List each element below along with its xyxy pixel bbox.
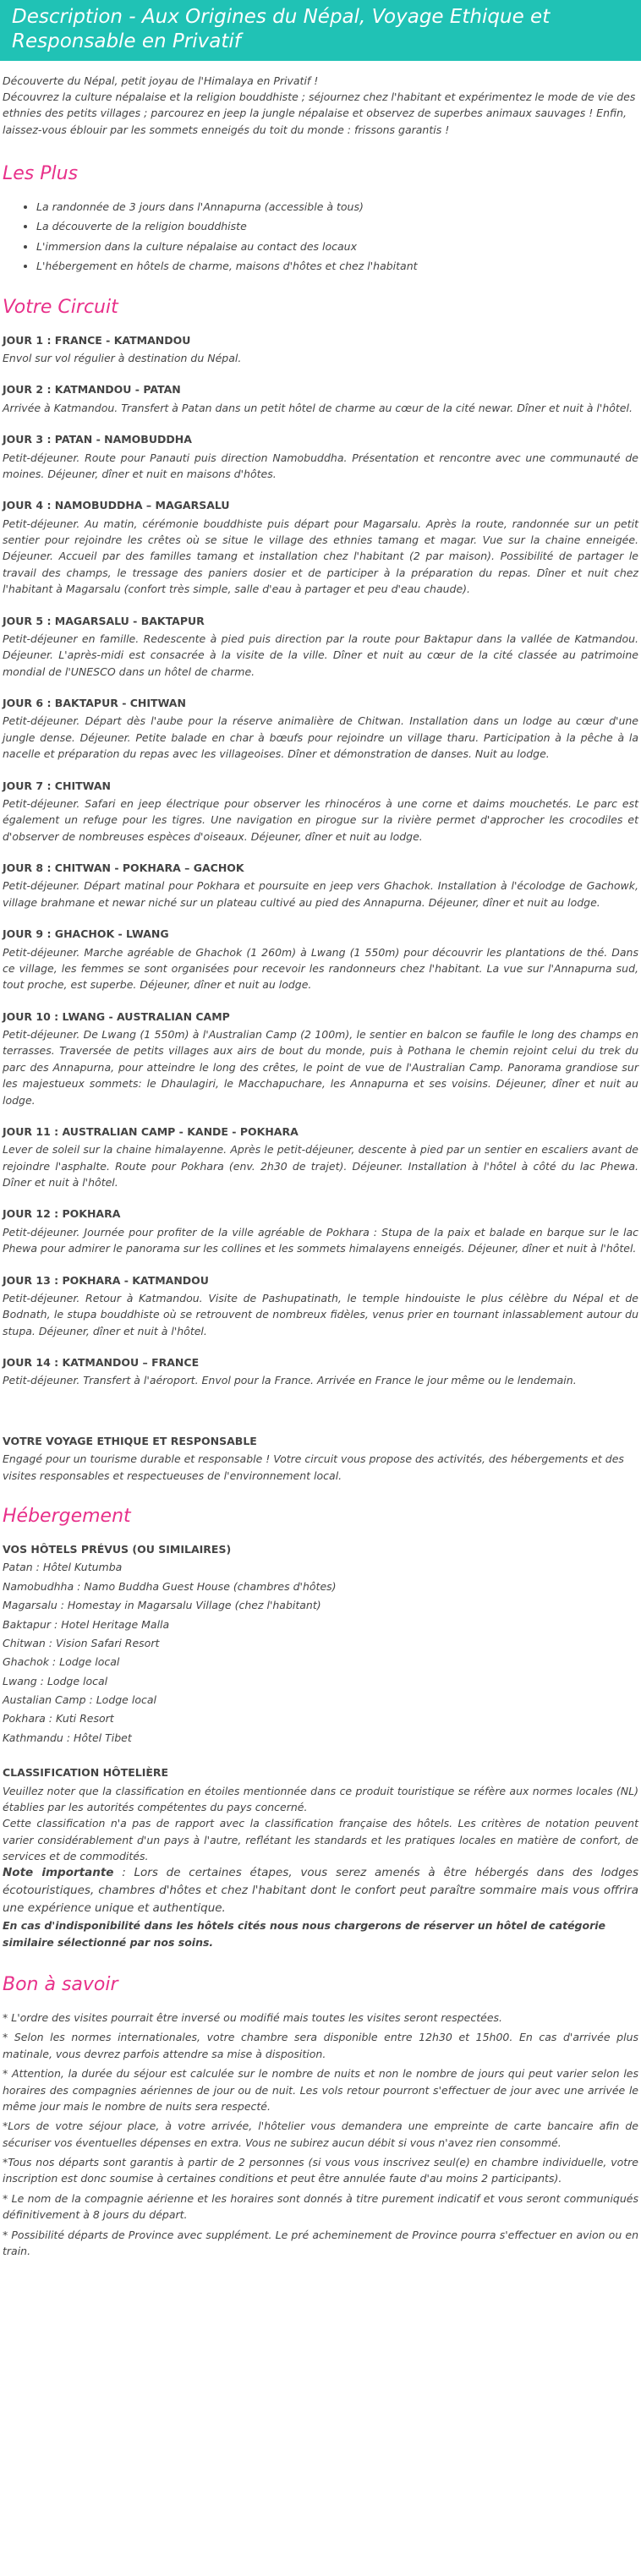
day-description: Arrivée à Katmandou. Transfert à Patan dans un petit hôtel de charme au cœur de la cité newar. Dîner et nuit à l'hôtel.: [3, 401, 633, 414]
hotels-title: VOS HÔTELS PRÉVUS (OU SIMILAIRES): [3, 1543, 232, 1556]
intro-line: Découverte du Népal, petit joyau de l'Himalaya en Privatif !: [3, 74, 319, 87]
hotel-item: Kathmandu : Hôtel Tibet: [3, 1731, 132, 1744]
day-block: [3, 778, 638, 845]
day-title: JOUR 7 : CHITWAN: [3, 779, 111, 792]
day-description: Petit-déjeuner. Route pour Panauti puis direction Namobuddha. Présentation et rencontre avec une communauté de moines. Déjeuner, dîner et nuit en maisons d'hôtes.: [3, 451, 638, 480]
day-description: Petit-déjeuner. Safari en jeep électrique pour observer les rhinocéros à une corne et daims mouchetés. Le parc est également un refuge pour les tigres. Une navigation en pirogue sur la rivière permet d'approcher les crocodiles et d'observer de nombreuses espèces d'oiseaux. Déjeuner, dîner et nuit au lodge.: [3, 796, 638, 843]
day-block: [3, 431, 638, 482]
day-description: Lever de soleil sur la chaine himalayenne. Après le petit-déjeuner, descente à pied par un sentier en escaliers avant de rejoindre l'asphalte. Route pour Pokhara (env. 2h30 de trajet). Déjeuner. Installation à l'hôtel à côté du lac Phewa. Dîner et nuit à l'hôtel.: [3, 1143, 638, 1190]
day-block: [3, 860, 638, 911]
day-title: JOUR 14 : KATMANDOU – FRANCE: [3, 1356, 200, 1370]
hotel-item: Chitwan : Vision Safari Resort: [3, 1636, 160, 1649]
day-title: JOUR 3 : PATAN - NAMOBUDDHA: [3, 433, 192, 446]
day-title: JOUR 4 : NAMOBUDDHA – MAGARSALU: [3, 499, 230, 512]
day-description: Petit-déjeuner. Départ dès l'aube pour la réserve animalière de Chitwan. Installation dans un lodge au cœur d'une jungle dense. Déjeuner. Petite balade en char à bœufs pour rejoindre un village tharu. Participation à la pêche à la nacelle et préparation du repas avec les villageoises. Dîner et démonstration de danses. Nuit au lodge.: [3, 714, 638, 761]
day-description: Petit-déjeuner. Transfert à l'aéroport. Envol pour la France. Arrivée en France le jour même ou le lendemain.: [3, 1374, 577, 1387]
bon-a-savoir-item: * Selon les normes internationales, votre chambre sera disponible entre 12h30 et 15h00. En cas d'arrivée plus matinale, vous devrez parfois attendre sa mise à disposition.: [3, 2031, 638, 2060]
bon-a-savoir-item: *Tous nos départs sont garantis à partir de 2 personnes (si vous vous inscrivez seul(e) en chambre individuelle, votre inscription est donc soumise à certaines conditions et peut être annulée faute d'au moins 2 participants).: [3, 2156, 638, 2185]
list-item: • L'immersion dans la culture népalaise au contact des locaux: [36, 238, 638, 254]
bon-a-savoir-item: * Possibilité départs de Province avec supplément. Le pré acheminement de Province pourra s'effectuer en avion ou en train.: [3, 2228, 638, 2257]
important-note: [3, 1864, 638, 1917]
important-note-label: Note importante: [3, 1866, 114, 1880]
day-description: Petit-déjeuner. Journée pour profiter de la ville agréable de Pokhara : Stupa de la paix et balade en barque sur le lac Phewa pour admirer le panorama sur les collines et les sommets himalayens enneigés. Déjeuner, dîner et nuit à l'hôtel.: [3, 1225, 638, 1255]
day-description: Petit-déjeuner en famille. Redescente à pied puis direction par la route pour Baktapur dans la vallée de Katmandou. Déjeuner. L'après-midi est consacrée à la visite de la ville. Dîner et nuit au cœur de la cité classée au patrimoine mondial de l'UNESCO dans un hôtel de charme.: [3, 632, 638, 678]
page-title-banner: [0, 0, 641, 61]
day-block: [3, 1009, 638, 1108]
day-title: JOUR 1 : FRANCE - KATMANDOU: [3, 333, 191, 347]
hotel-item: Magarsalu : Homestay in Magarsalu Village (chez l'habitant): [3, 1599, 321, 1612]
day-block: [3, 613, 638, 681]
intro: [3, 73, 638, 139]
hotel-item: Ghachok : Lodge local: [3, 1655, 120, 1669]
ethique-title: VOTRE VOYAGE ETHIQUE ET RESPONSABLE: [3, 1434, 257, 1447]
bon-a-savoir-heading: Bon à savoir: [3, 1973, 118, 1995]
day-description: Petit-déjeuner. Marche agréable de Ghachok (1 260m) à Lwang (1 550m) pour découvrir les plantations de thé. Dans ce village, les femmes se sont organisées pour recevoir les randonneurs chez l'habitant. La vue sur l'Annapurna sud, tout proche, est superbe. Déjeuner, dîner et nuit au lodge.: [3, 945, 638, 992]
list-item: • La randonnée de 3 jours dans l'Annapurna (accessible à tous): [36, 199, 638, 215]
hotel-item: Patan : Hôtel Kutumba: [3, 1561, 123, 1574]
hotel-item: Baktapur : Hotel Heritage Malla: [3, 1617, 170, 1631]
les-plus-list: [3, 199, 638, 275]
day-description: Petit-déjeuner. Au matin, cérémonie bouddhiste puis départ pour Magarsalu. Après la route, randonnée sur un petit sentier pour rejoindre les crêtes où se situe le village des ethnies tamang et magar. Vue sur la chaine enneigée. Déjeuner. Accueil par des familles tamang et installation chez l'habitant (2 par maison). Possibilité de partager le travail des champs, le tressage des paniers dosier et de participer à la préparation du repas. Dîner et nuit chez l'habitant à Magarsalu (confort très simple, salle d'eau à partager et peu d'eau chaude).: [3, 517, 638, 596]
day-title: JOUR 2 : KATMANDOU - PATAN: [3, 383, 181, 397]
classification-text-2: Cette classification n'a pas de rapport avec la classification française des hôtels. Les critères de notation peuvent varier considérablement d'un pays à l'autre, reflétant les standards et les pratiques locales en matière de confort, de services et de commodités.: [3, 1817, 638, 1863]
day-block: [3, 926, 638, 993]
list-item: • L'hébergement en hôtels de charme, maisons d'hôtes et chez l'habitant: [36, 258, 638, 274]
classification-text-1: Veuillez noter que la classification en étoiles mentionnée dans ce produit touristique se réfère aux normes locales (NL) établies par les autorités compétentes du pays concerné.: [3, 1784, 638, 1813]
bon-a-savoir-item: *Lors de votre séjour place, à votre arrivée, l'hôtelier vous demandera une empreinte de carte bancaire afin de sécuriser vos éventuelles dépenses en extra. Vous ne subirez aucun débit si vous n'avez rien consommé.: [3, 2119, 638, 2149]
ethique-body: Engagé pour un tourisme durable et responsable ! Votre circuit vous propose des activités, des hébergements et des visites responsables et respectueuses de l'environnement local.: [3, 1452, 624, 1482]
hotel-item: Namobudhha : Namo Buddha Guest House (chambres d'hôtes): [3, 1579, 337, 1593]
important-note-text: : Lors de certaines étapes, vous serez amenés à être hébergés dans des lodges écotouristiques, chambres d'hôtes et chez l'habitant dont le confort peut paraître sommaire mais vous offrira une expérience unique et authentique.: [3, 1866, 638, 1916]
day-block: [3, 497, 638, 597]
day-description: Petit-déjeuner. Départ matinal pour Pokhara et poursuite en jeep vers Ghachok. Installation à l'écolodge de Gachowk, village brahmane et newar niché sur un plateau cultivé au pied des Annapurna. Déjeuner, dîner et nuit au lodge.: [3, 879, 638, 909]
hebergement-heading: Hébergement: [3, 1505, 131, 1527]
hotel-item: Lwang : Lodge local: [3, 1674, 108, 1687]
bon-a-savoir-item: * Le nom de la compagnie aérienne et les horaires sont donnés à titre purement indicatif et vous seront communiqués définitivement à 8 jours du départ.: [3, 2191, 638, 2222]
day-description: Petit-déjeuner. De Lwang (1 550m) à l'Australian Camp (2 100m), le sentier en balcon se faufile le long des champs en terrasses. Traversée de petits villages aux airs de bout du monde, puis à Pothana le chemin rejoint celui du trek du parc des Annapurna, pour atteindre le long des crêtes, le point de vue de l'Australian Camp. Panorama grandiose sur les majestueux sommets: le Dhaulagiri, le Macchapuchare, les Annapurna et ses voisins. Déjeuner, dîner et nuit au lodge.: [3, 1028, 638, 1107]
day-block: [3, 1354, 638, 1389]
list-item: • La découverte de la religion bouddhiste: [36, 218, 638, 234]
day-title: JOUR 8 : CHITWAN - POKHARA – GACHOK: [3, 861, 244, 875]
day-block: [3, 1206, 638, 1256]
bon-a-savoir-item: * L'ordre des visites pourrait être inversé ou modifié mais toutes les visites seront respectées.: [3, 2011, 503, 2025]
day-title: JOUR 10 : LWANG - AUSTRALIAN CAMP: [3, 1009, 230, 1023]
page-title: Description - Aux Origines du Népal, Voyage Ethique et Responsable en Privatif: [12, 6, 551, 52]
day-description: Petit-déjeuner. Retour à Katmandou. Visite de Pashupatinath, le temple hindouiste le plus célèbre du Népal et de Bodnath, le stupa bouddhiste où se retrouvent de nombreux fidèles, venus prier en tournant inlassablement autour du stupa. Déjeuner, dîner et nuit à l'hôtel.: [3, 1291, 638, 1337]
bon-a-savoir-item: * Attention, la durée du séjour est calculée sur le nombre de nuits et non le nombre de jours qui peut varier selon les horaires des compagnies aériennes de jour ou de nuit. Les vols retour pourront s'effectuer de jour avec une arrivée le même jour mais le nombre de nuits sera respecté.: [3, 2067, 638, 2113]
day-list: [3, 332, 638, 1389]
day-title: JOUR 6 : BAKTAPUR - CHITWAN: [3, 697, 186, 710]
day-title: JOUR 12 : POKHARA: [3, 1207, 121, 1221]
indisponibilite-note: En cas d'indisponibilité dans les hôtels cités nous nous chargerons de réserver un hôtel de catégorie similaire sélectionné par nos soins.: [3, 1919, 606, 1949]
circuit-heading: Votre Circuit: [3, 296, 118, 318]
classification-title: CLASSIFICATION HÔTELIÈRE: [3, 1766, 169, 1780]
day-title: JOUR 11 : AUSTRALIAN CAMP - KANDE - POKHARA: [3, 1124, 299, 1138]
intro-paragraph: Découvrez la culture népalaise et la religion bouddhiste ; séjournez chez l'habitant et expérimentez le mode de vie des ethnies des petits villages ; parcourez en jeep la jungle népalaise et observez de superbes animaux sauvages ! Enfin, laissez-vous éblouir par les sommets enneigés du toit du monde : frissons garantis !: [3, 90, 636, 136]
day-block: [3, 381, 638, 416]
hotel-item: Pokhara : Kuti Resort: [3, 1712, 114, 1726]
day-title: JOUR 13 : POKHARA - KATMANDOU: [3, 1273, 209, 1287]
day-block: [3, 1124, 638, 1191]
day-title: JOUR 9 : GHACHOK - LWANG: [3, 927, 169, 941]
day-block: [3, 695, 638, 763]
day-block: [3, 332, 638, 367]
day-description: Envol sur vol régulier à destination du Népal.: [3, 352, 242, 365]
les-plus-heading: Les Plus: [3, 163, 79, 184]
day-block: [3, 1272, 638, 1340]
hotel-list: [3, 1559, 638, 1746]
day-title: JOUR 5 : MAGARSALU - BAKTAPUR: [3, 614, 205, 627]
bon-a-savoir-list: [3, 2010, 638, 2259]
hotel-item: Austalian Camp : Lodge local: [3, 1693, 156, 1707]
